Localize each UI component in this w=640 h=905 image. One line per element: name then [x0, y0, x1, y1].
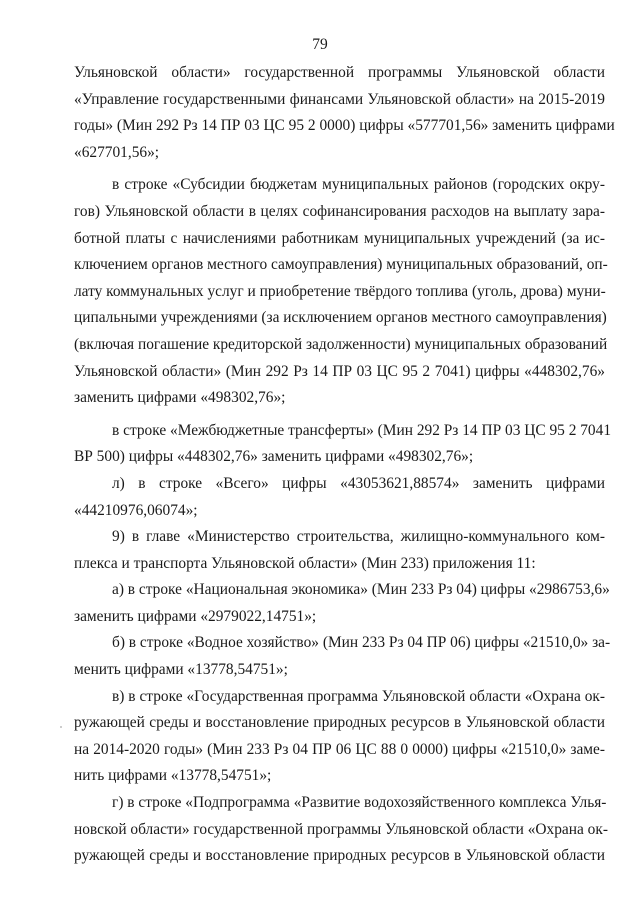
- text-line: ружающей среды и восстановление природных ресурсов в Ульяновской области: [74, 714, 605, 732]
- text-line: «Управление государственными финансами Ульяновской области» на 2015-2019: [74, 90, 605, 108]
- text-line: «627701,56»;: [74, 143, 160, 161]
- text-line: б) в строке «Водное хозяйство» (Мин 233 Рз 04 ПР 06) цифры «21510,0» за-: [112, 634, 611, 652]
- text-line: годы» (Мин 292 Рз 14 ПР 03 ЦС 95 2 0000) цифры «577701,56» заменить цифрами: [74, 117, 615, 135]
- text-line: плекса и транспорта Ульяновской области» (Мин 233) приложения 11:: [74, 554, 536, 572]
- text-line: лату коммунальных услуг и приобретение твёрдого топлива (уголь, дрова) муни-: [74, 282, 606, 300]
- text-line: заменить цифрами «2979022,14751»;: [74, 607, 317, 625]
- text-line: а) в строке «Национальная экономика» (Мин 233 Рз 04) цифры «2986753,6»: [112, 581, 610, 599]
- page-number: 79: [312, 36, 328, 53]
- text-line: в строке «Межбюджетные трансферты» (Мин 292 Рз 14 ПР 03 ЦС 95 2 7041: [112, 421, 612, 439]
- text-line: в строке «Субсидии бюджетам муниципальных районов (городских окру-: [112, 176, 605, 194]
- text-line: менить цифрами «13778,54751»;: [74, 661, 288, 679]
- text-line: г) в строке «Подпрограмма «Развитие водохозяйственного комплекса Улья-: [112, 794, 607, 812]
- text-line: ружающей среды и восстановление природных ресурсов в Ульяновской области: [74, 847, 605, 865]
- document-body: [74, 60, 615, 870]
- text-line: 9) в главе «Министерство строительства, жилищно-коммунального ком-: [112, 528, 605, 546]
- text-line: ципальными учреждениями (за исключением органов местного самоуправления): [74, 309, 607, 327]
- text-line: ботной платы с начислениями работникам муниципальных учреждений (за ис-: [74, 229, 605, 247]
- text-line: в) в строке «Государственная программа Ульяновской области «Охрана ок-: [112, 687, 605, 705]
- text-line: гов) Ульяновской области в целях софинансирования расходов на выплату зара-: [74, 202, 605, 220]
- text-line: на 2014-2020 годы» (Мин 233 Рз 04 ПР 06 ЦС 88 0 0000) цифры «21510,0» заме-: [74, 740, 605, 758]
- text-line: (включая погашение кредиторской задолженности) муниципальных образований: [74, 335, 608, 353]
- text-line: новской области» государственной программы Ульяновской области «Охрана ок-: [74, 820, 608, 838]
- text-line: нить цифрами «13778,54751»;: [74, 767, 272, 785]
- text-line: л) в строке «Всего» цифры «43053621,88574» заменить цифрами: [112, 474, 605, 492]
- text-line: ключением органов местного самоуправления) муниципальных образований, оп-: [74, 256, 608, 274]
- text-line: Ульяновской области» государственной программы Ульяновской области: [74, 64, 605, 81]
- text-line: «44210976,06074»;: [74, 501, 198, 519]
- text-line: Ульяновской области» (Мин 292 Рз 14 ПР 03 ЦС 95 2 7041) цифры «448302,76»: [74, 362, 605, 380]
- text-line: заменить цифрами «498302,76»;: [74, 389, 286, 407]
- text-line: ВР 500) цифры «448302,76» заменить цифрами «498302,76»;: [74, 448, 474, 466]
- scan-speck: [60, 726, 62, 728]
